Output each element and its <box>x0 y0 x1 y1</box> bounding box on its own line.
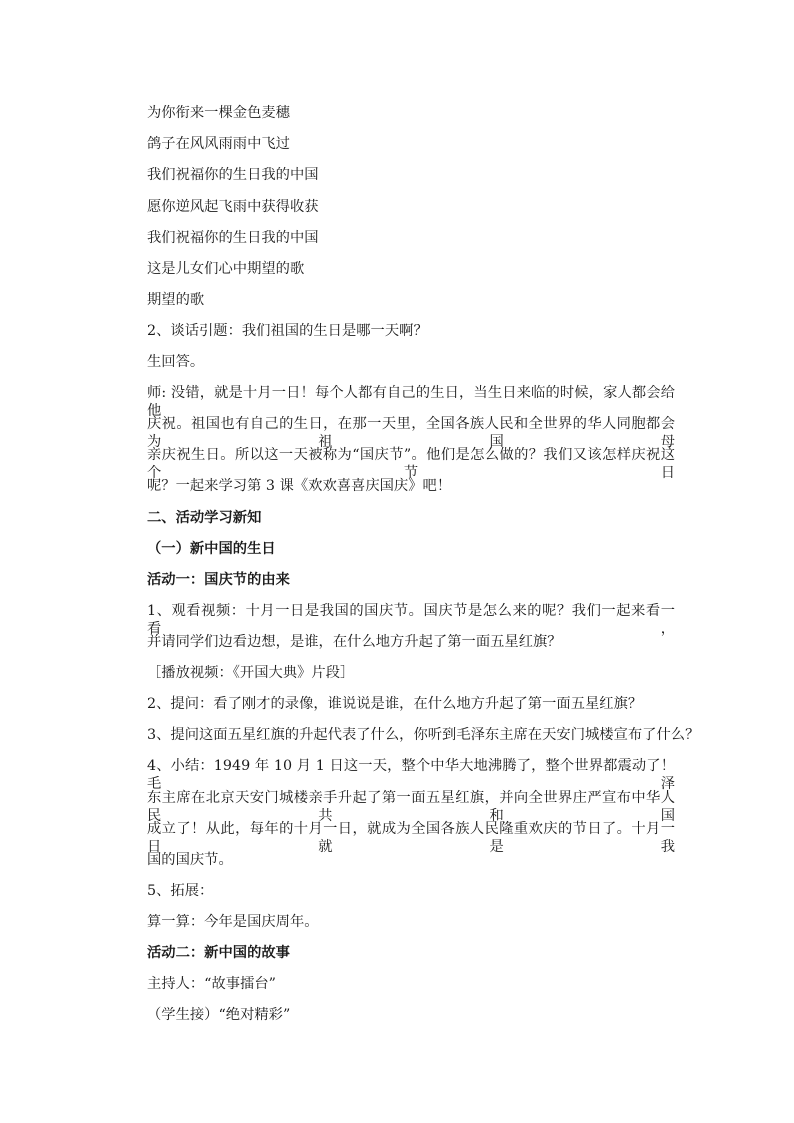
paragraph-line: 国的国庆节。 <box>147 852 233 868</box>
paragraph-line: 庆祝。祖国也有自己的生日，在那一天里，全国各族人民和全世界的华人同胞都会为祖国母 <box>147 416 675 450</box>
poem-line-4: 愿你逆风起飞雨中获得收获 <box>147 199 319 215</box>
poem-line-5: 我们祝福你的生日我的中国 <box>147 230 319 246</box>
section-heading: 二、活动学习新知 <box>147 510 262 526</box>
paragraph-line: 师: 没错，就是十月一日！每个人都有自己的生日，当生日来临的时候，家人都会给他 <box>147 385 675 419</box>
paragraph-line: 3、提问这面五星红旗的升起代表了什么，你听到毛泽东主席在天安门城楼宣布了什么？ <box>147 727 700 743</box>
poem-line-1: 为你衔来一棵金色麦穗 <box>147 105 290 121</box>
poem-line-2: 鸽子在风风雨雨中飞过 <box>147 136 290 152</box>
paragraph-line: 算一算：今年是国庆周年。 <box>147 914 319 930</box>
paragraph-line: 主持人：“故事擂台” <box>147 976 276 992</box>
paragraph-line: 2、谈话引题：我们祖国的生日是哪一天啊？ <box>147 323 428 339</box>
paragraph-line: （学生接）“绝对精彩” <box>147 1007 291 1023</box>
subsection-heading: （一）新中国的生日 <box>147 541 276 557</box>
paragraph-line: ［播放视频：《开国大典》片段］ <box>147 665 355 681</box>
paragraph-line: 1、观看视频：十月一日是我国的国庆节。国庆节是怎么来的呢？我们一起来看一看， <box>147 603 675 637</box>
paragraph-line: 呢？一起来学习第 3 课《欢欢喜喜庆国庆》吧！ <box>147 478 452 494</box>
paragraph-line: 2、提问：看了刚才的录像，谁说说是谁，在什么地方升起了第一面五星红旗？ <box>147 696 643 712</box>
paragraph-line: 生回答。 <box>147 354 205 370</box>
poem-line-6: 这是儿女们心中期望的歌 <box>147 261 305 277</box>
paragraph-line: 亲庆祝生日。所以这一天被称为“国庆节”。他们是怎么做的？我们又该怎样庆祝这个节日 <box>147 447 675 481</box>
paragraph-line: 东主席在北京天安门城楼亲手升起了第一面五星红旗，并向全世界庄严宣布中华人民共和国 <box>147 790 675 824</box>
poem-line-7: 期望的歌 <box>147 292 205 308</box>
paragraph-line: 5、拓展： <box>147 883 214 899</box>
paragraph-line: 4、小结：1949 年 10 月 1 日这一天，整个中华大地沸腾了，整个世界都震动了！毛泽 <box>147 758 675 792</box>
poem-line-3: 我们祝福你的生日我的中国 <box>147 167 319 183</box>
activity-heading: 活动一：国庆节的由来 <box>147 572 290 588</box>
paragraph-line: 成立了！从此，每年的十月一日，就成为全国各族人民隆重欢庆的节日了。十月一日就是我 <box>147 821 675 855</box>
activity-heading: 活动二：新中国的故事 <box>147 945 290 961</box>
paragraph-line: 并请同学们边看边想，是谁，在什么地方升起了第一面五星红旗？ <box>147 634 562 650</box>
